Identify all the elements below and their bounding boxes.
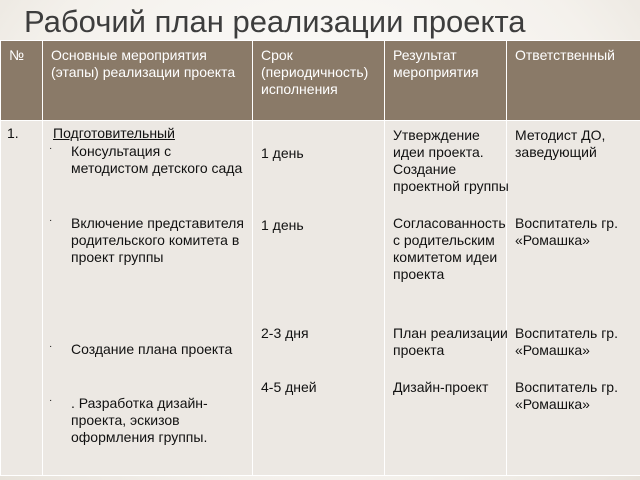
cell-responsible [507, 121, 640, 476]
deadline-value: 4-5 дней [261, 379, 317, 395]
cell-results [385, 121, 507, 476]
table-row [1, 121, 640, 476]
responsible-text: Воспитатель гр. «Ромашка» [515, 379, 618, 412]
stage-title: Подготовительный [53, 125, 175, 141]
table-header-row [1, 41, 640, 121]
activity-text: Включение представителя родительского комитета в проект группы [71, 215, 244, 265]
responsible-text: Методист ДО, заведующий [515, 127, 606, 160]
cell-number [1, 121, 43, 476]
bullet-marker: · [49, 395, 53, 406]
responsible-text: Воспитатель гр. «Ромашка» [515, 215, 618, 248]
page-title: Рабочий план реализации проекта [24, 4, 526, 39]
header-activities: Основные мероприятия (этапы) реализации проекта [43, 41, 253, 121]
cell-deadlines [253, 121, 385, 476]
activity-text: Консультация с методистом детского сада [71, 143, 243, 176]
responsible-text: Воспитатель гр. «Ромашка» [515, 325, 618, 358]
activity-text: . Разработка дизайн-проекта, эскизов оформления группы. [71, 395, 208, 445]
result-text: Утверждение идеи проекта. Создание проектной группы [393, 127, 509, 194]
result-text: План реализации проекта [393, 325, 508, 358]
bullet-marker: · [49, 341, 53, 352]
header-responsible: Ответственный [507, 41, 640, 121]
deadline-value: 1 день [261, 217, 304, 233]
plan-table [0, 40, 640, 476]
activity-text: Создание плана проекта [71, 341, 233, 357]
deadline-value: 2-3 дня [261, 325, 309, 341]
bullet-marker: · [49, 215, 53, 226]
header-number: № [1, 41, 43, 121]
row-number: 1. [7, 125, 19, 141]
cell-activities [43, 121, 253, 476]
deadline-value: 1 день [261, 145, 304, 161]
header-result: Результат мероприятия [385, 41, 507, 121]
result-text: Согласованность с родительским комитетом идеи проекта [393, 215, 506, 282]
result-text: Дизайн-проект [393, 379, 489, 395]
bullet-marker: · [49, 143, 53, 154]
header-deadline: Срок (периодичность) исполнения [253, 41, 385, 121]
